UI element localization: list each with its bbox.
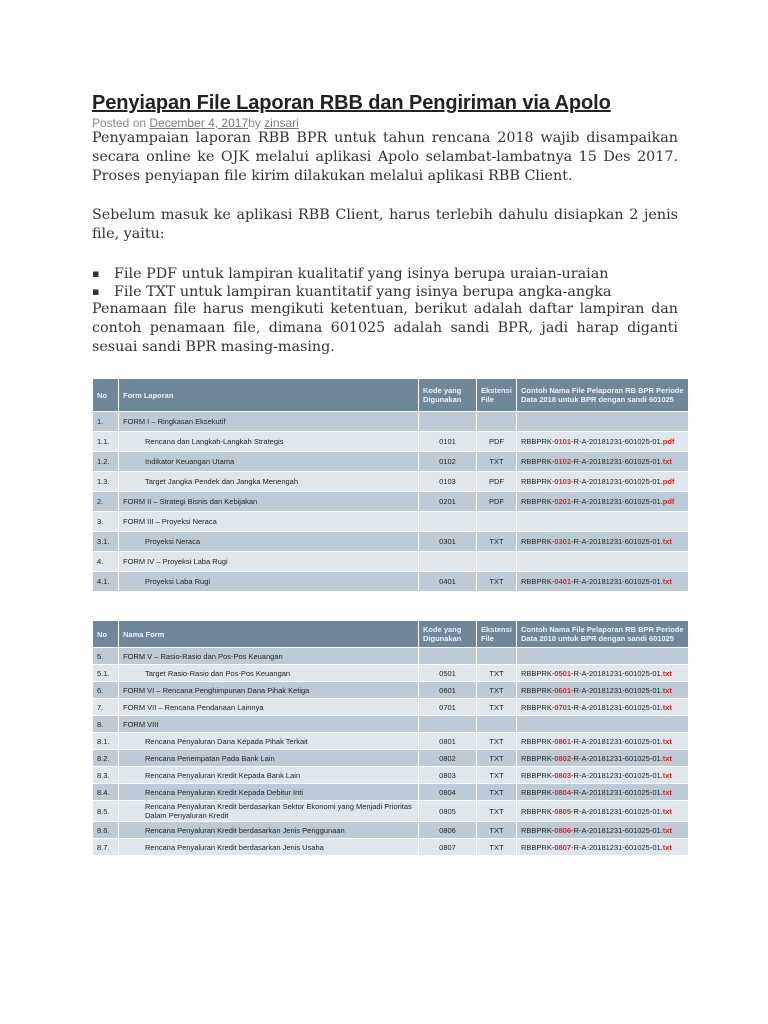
row-form-name: Rencana Penyaluran Kredit Kepada Debitur Inti xyxy=(119,784,419,801)
row-kode: 0101 xyxy=(419,432,477,452)
author-link[interactable]: zinsari xyxy=(264,116,299,130)
file-type-list xyxy=(92,265,611,301)
filename-code: 0102 xyxy=(554,457,572,466)
filename-code: 0601 xyxy=(554,685,572,695)
row-example-filename xyxy=(517,512,689,532)
row-no: 8. xyxy=(93,716,119,733)
row-ext xyxy=(477,716,517,733)
filename-prefix: RBBPRK- xyxy=(521,842,555,852)
row-ext xyxy=(477,512,517,532)
row-form-name: FORM III – Proyeksi Neraca xyxy=(119,512,419,532)
row-no: 6. xyxy=(93,682,119,699)
naming-paragraph: Penamaan file harus mengikuti ketentuan, berikut adalah daftar lampiran dan contoh penamaan file, dimana 601025 adalah sandi BPR, jadi harap diganti sesuai sandi BPR masing-masing. xyxy=(92,301,678,355)
filename-prefix: RBBPRK- xyxy=(521,437,555,446)
row-kode: 0102 xyxy=(419,452,477,472)
row-example-filename xyxy=(517,733,689,750)
filename-suffix: pdf xyxy=(662,437,675,446)
filename-code: 0806 xyxy=(554,825,572,835)
table-row xyxy=(93,512,689,532)
filename-prefix: RBBPRK- xyxy=(521,736,555,746)
row-ext xyxy=(477,412,517,432)
row-example-filename xyxy=(517,452,689,472)
header-no: No xyxy=(93,621,119,648)
table-row xyxy=(93,750,689,767)
table-row xyxy=(93,532,689,552)
row-kode: 0806 xyxy=(419,822,477,839)
row-example-filename xyxy=(517,784,689,801)
filename-code: 0801 xyxy=(554,736,572,746)
row-form-name: Indikator Keuangan Utama xyxy=(119,452,419,472)
filename-prefix: RBBPRK- xyxy=(521,477,555,486)
filename-prefix: RBBPRK- xyxy=(521,770,555,780)
filename-middle: -R-A-20181231-601025-01. xyxy=(571,437,663,446)
filename-code: 0101 xyxy=(554,437,572,446)
row-kode: 0501 xyxy=(419,665,477,682)
row-ext: TXT xyxy=(477,767,517,784)
filename-suffix: pdf xyxy=(662,477,675,486)
row-kode xyxy=(419,412,477,432)
row-kode xyxy=(419,512,477,532)
table-row xyxy=(93,733,689,750)
filename-prefix: RBBPRK- xyxy=(521,825,555,835)
filename-middle: -R-A-20181231-601025-01. xyxy=(571,825,663,835)
filename-middle: -R-A-20181231-601025-01. xyxy=(571,497,663,506)
filename-suffix: txt xyxy=(662,770,672,780)
row-ext: PDF xyxy=(477,472,517,492)
filename-middle: -R-A-20181231-601025-01. xyxy=(571,806,663,816)
filename-suffix: txt xyxy=(662,457,672,466)
filename-prefix: RBBPRK- xyxy=(521,497,555,506)
row-ext: PDF xyxy=(477,432,517,452)
row-example-filename xyxy=(517,767,689,784)
row-form-name: Rencana Penyaluran Kredit Kepada Bank Lain xyxy=(119,767,419,784)
row-ext: TXT xyxy=(477,784,517,801)
filename-prefix: RBBPRK- xyxy=(521,702,555,712)
filename-suffix: txt xyxy=(662,702,672,712)
row-kode: 0804 xyxy=(419,784,477,801)
row-no: 8.2. xyxy=(93,750,119,767)
header-form: Nama Form xyxy=(119,621,419,648)
row-no: 1.3. xyxy=(93,472,119,492)
filename-prefix: RBBPRK- xyxy=(521,806,555,816)
filename-suffix: txt xyxy=(662,842,672,852)
row-kode: 0601 xyxy=(419,682,477,699)
row-example-filename xyxy=(517,648,689,665)
row-ext: PDF xyxy=(477,492,517,512)
row-form-name: FORM VIII xyxy=(119,716,419,733)
row-kode xyxy=(419,648,477,665)
row-example-filename xyxy=(517,472,689,492)
row-no: 5.1. xyxy=(93,665,119,682)
row-form-name: Rencana Penyaluran Dana Kepada Pihak Terkait xyxy=(119,733,419,750)
article-title[interactable]: Penyiapan File Laporan RBB dan Pengiriman via Apolo xyxy=(92,92,611,114)
filename-suffix: txt xyxy=(662,668,672,678)
row-form-name: Proyeksi Neraca xyxy=(119,532,419,552)
row-kode: 0807 xyxy=(419,839,477,856)
posted-on-label: Posted on xyxy=(92,116,147,130)
filename-code: 0802 xyxy=(554,753,572,763)
row-no: 8.1. xyxy=(93,733,119,750)
filename-code: 0301 xyxy=(554,537,572,546)
row-form-name: FORM VII – Rencana Pendanaan Lainnya xyxy=(119,699,419,716)
row-form-name: FORM I – Ringkasan Eksekutif xyxy=(119,412,419,432)
row-ext: TXT xyxy=(477,532,517,552)
filename-code: 0805 xyxy=(554,806,572,816)
row-kode: 0701 xyxy=(419,699,477,716)
row-no: 8.6. xyxy=(93,822,119,839)
row-kode: 0301 xyxy=(419,532,477,552)
filename-prefix: RBBPRK- xyxy=(521,668,555,678)
row-form-name: Rencana Penyaluran Kredit berdasarkan Jenis Penggunaan xyxy=(119,822,419,839)
row-ext: TXT xyxy=(477,452,517,472)
row-no: 8.3. xyxy=(93,767,119,784)
list-item: ▪ File TXT untuk lampiran kuantitatif yang isinya berupa angka-angka xyxy=(92,283,611,301)
intro-paragraph: Penyampaian laporan RBB BPR untuk tahun rencana 2018 wajib disampaikan secara online ke OJK melalui aplikasi Apolo selambat-lambatnya 15 Des 2017. Proses penyiapan file kirim dilakukan melalui aplikasi RBB Client. xyxy=(92,130,678,184)
filename-suffix: txt xyxy=(662,537,672,546)
post-meta xyxy=(92,116,299,130)
row-no: 4.1. xyxy=(93,572,119,592)
table-row xyxy=(93,784,689,801)
row-kode: 0801 xyxy=(419,733,477,750)
filename-prefix: RBBPRK- xyxy=(521,787,555,797)
filename-middle: -R-A-20181231-601025-01. xyxy=(571,477,663,486)
row-example-filename xyxy=(517,839,689,856)
header-form: Form Laporan xyxy=(119,379,419,412)
row-no: 8.5. xyxy=(93,801,119,822)
row-example-filename xyxy=(517,532,689,552)
table-row xyxy=(93,572,689,592)
row-example-filename xyxy=(517,492,689,512)
filename-middle: -R-A-20181231-601025-01. xyxy=(571,787,663,797)
row-kode: 0802 xyxy=(419,750,477,767)
filename-suffix: txt xyxy=(662,736,672,746)
row-example-filename xyxy=(517,750,689,767)
row-ext: TXT xyxy=(477,801,517,822)
row-kode: 0201 xyxy=(419,492,477,512)
table-row xyxy=(93,432,689,452)
row-form-name: FORM IV – Proyeksi Laba Rugi xyxy=(119,552,419,572)
row-kode: 0401 xyxy=(419,572,477,592)
row-no: 4. xyxy=(93,552,119,572)
row-form-name: FORM II – Strategi Bisnis dan Kebijakan xyxy=(119,492,419,512)
row-ext xyxy=(477,648,517,665)
row-kode: 0805 xyxy=(419,801,477,822)
table-header-row xyxy=(93,621,689,648)
filename-prefix: RBBPRK- xyxy=(521,753,555,763)
row-no: 1. xyxy=(93,412,119,432)
row-example-filename xyxy=(517,699,689,716)
filename-suffix: txt xyxy=(662,753,672,763)
filename-prefix: RBBPRK- xyxy=(521,685,555,695)
row-kode xyxy=(419,716,477,733)
separator-dot: . xyxy=(92,612,94,619)
header-contoh: Contoh Nama File Pelaporan RB BPR Periode Data 2018 untuk BPR dengan sandi 601025 xyxy=(517,379,689,412)
row-form-name: Rencana Penyaluran Kredit berdasarkan Sektor Ekonomi yang Menjadi Prioritas Dalam Penyaluran Kredit xyxy=(119,801,419,822)
filename-middle: -R-A-20181231-601025-01. xyxy=(571,577,663,586)
row-no: 7. xyxy=(93,699,119,716)
filename-suffix: txt xyxy=(662,787,672,797)
row-form-name: FORM VI – Rencana Penghimpunan Dana Pihak Ketiga xyxy=(119,682,419,699)
row-no: 5. xyxy=(93,648,119,665)
table-row xyxy=(93,452,689,472)
row-no: 1.1. xyxy=(93,432,119,452)
row-example-filename xyxy=(517,801,689,822)
filename-prefix: RBBPRK- xyxy=(521,457,555,466)
row-ext: TXT xyxy=(477,839,517,856)
filename-suffix: txt xyxy=(662,825,672,835)
table-header-row xyxy=(93,379,689,412)
row-ext: TXT xyxy=(477,699,517,716)
filename-middle: -R-A-20181231-601025-01. xyxy=(571,702,663,712)
filename-suffix: txt xyxy=(662,806,672,816)
row-form-name: Rencana Penempatan Pada Bank Lain xyxy=(119,750,419,767)
row-example-filename xyxy=(517,572,689,592)
row-example-filename xyxy=(517,412,689,432)
row-no: 8.7. xyxy=(93,839,119,856)
filename-middle: -R-A-20181231-601025-01. xyxy=(571,842,663,852)
list-item: ▪ File PDF untuk lampiran kualitatif yang isinya berupa uraian-uraian xyxy=(92,265,611,283)
table-row xyxy=(93,552,689,572)
header-ekstensi: Ekstensi File xyxy=(477,379,517,412)
table-row xyxy=(93,682,689,699)
row-kode xyxy=(419,552,477,572)
table-row xyxy=(93,412,689,432)
row-example-filename xyxy=(517,432,689,452)
row-form-name: FORM V – Rasio-Rasio dan Pos-Pos Keuangan xyxy=(119,648,419,665)
filename-middle: -R-A-20181231-601025-01. xyxy=(571,685,663,695)
filename-code: 0804 xyxy=(554,787,572,797)
table-row xyxy=(93,665,689,682)
table-row xyxy=(93,648,689,665)
header-kode: Kode yang Digunakan xyxy=(419,379,477,412)
row-form-name: Target Rasio-Rasio dan Pos-Pos Keuangan xyxy=(119,665,419,682)
row-example-filename xyxy=(517,822,689,839)
table-row xyxy=(93,822,689,839)
filename-code: 0807 xyxy=(554,842,572,852)
filename-code: 0501 xyxy=(554,668,572,678)
filename-middle: -R-A-20181231-601025-01. xyxy=(571,753,663,763)
row-kode: 0103 xyxy=(419,472,477,492)
table-row xyxy=(93,492,689,512)
filename-middle: -R-A-20181231-601025-01. xyxy=(571,668,663,678)
header-no: No xyxy=(93,379,119,412)
filename-middle: -R-A-20181231-601025-01. xyxy=(571,537,663,546)
filename-suffix: pdf xyxy=(662,497,675,506)
table-row xyxy=(93,699,689,716)
table-row xyxy=(93,716,689,733)
filename-code: 0803 xyxy=(554,770,572,780)
row-example-filename xyxy=(517,682,689,699)
row-ext: TXT xyxy=(477,682,517,699)
row-ext: TXT xyxy=(477,750,517,767)
filename-middle: -R-A-20181231-601025-01. xyxy=(571,457,663,466)
filename-middle: -R-A-20181231-601025-01. xyxy=(571,770,663,780)
row-form-name: Proyeksi Laba Rugi xyxy=(119,572,419,592)
row-no: 2. xyxy=(93,492,119,512)
row-no: 3.1. xyxy=(93,532,119,552)
header-contoh: Contoh Nama File Pelaporan RB BPR Periode Data 2018 untuk BPR dengan sandi 601025 xyxy=(517,621,689,648)
row-form-name: Rencana Penyaluran Kredit berdasarkan Jenis Usaha xyxy=(119,839,419,856)
row-ext xyxy=(477,552,517,572)
filename-code: 0701 xyxy=(554,702,572,712)
header-ekstensi: Ekstensi File xyxy=(477,621,517,648)
row-kode: 0803 xyxy=(419,767,477,784)
preparation-paragraph: Sebelum masuk ke aplikasi RBB Client, harus terlebih dahulu disiapkan 2 jenis file, yaitu: xyxy=(92,207,678,242)
row-example-filename xyxy=(517,552,689,572)
filename-code: 0401 xyxy=(554,577,572,586)
filename-code: 0201 xyxy=(554,497,572,506)
filename-suffix: txt xyxy=(662,577,672,586)
filename-code: 0103 xyxy=(554,477,572,486)
table-row xyxy=(93,801,689,822)
row-ext: TXT xyxy=(477,572,517,592)
filename-suffix: txt xyxy=(662,685,672,695)
table-row xyxy=(93,767,689,784)
form-table-2 xyxy=(92,620,689,856)
table-row xyxy=(93,839,689,856)
table-row xyxy=(93,472,689,492)
filename-prefix: RBBPRK- xyxy=(521,577,555,586)
row-example-filename xyxy=(517,716,689,733)
form-table-1 xyxy=(92,378,689,592)
header-kode: Kode yang Digunakan xyxy=(419,621,477,648)
filename-middle: -R-A-20181231-601025-01. xyxy=(571,736,663,746)
row-no: 8.4. xyxy=(93,784,119,801)
row-example-filename xyxy=(517,665,689,682)
row-no: 3. xyxy=(93,512,119,532)
filename-prefix: RBBPRK- xyxy=(521,537,555,546)
row-ext: TXT xyxy=(477,665,517,682)
by-label: by xyxy=(248,116,261,130)
post-date-link[interactable]: December 4, 2017 xyxy=(149,116,249,130)
row-form-name: Rencana dan Langkah-Langkah Strategis xyxy=(119,432,419,452)
row-form-name: Target Jangka Pendek dan Jangka Menengah xyxy=(119,472,419,492)
row-ext: TXT xyxy=(477,822,517,839)
row-ext: TXT xyxy=(477,733,517,750)
row-no: 1.2. xyxy=(93,452,119,472)
